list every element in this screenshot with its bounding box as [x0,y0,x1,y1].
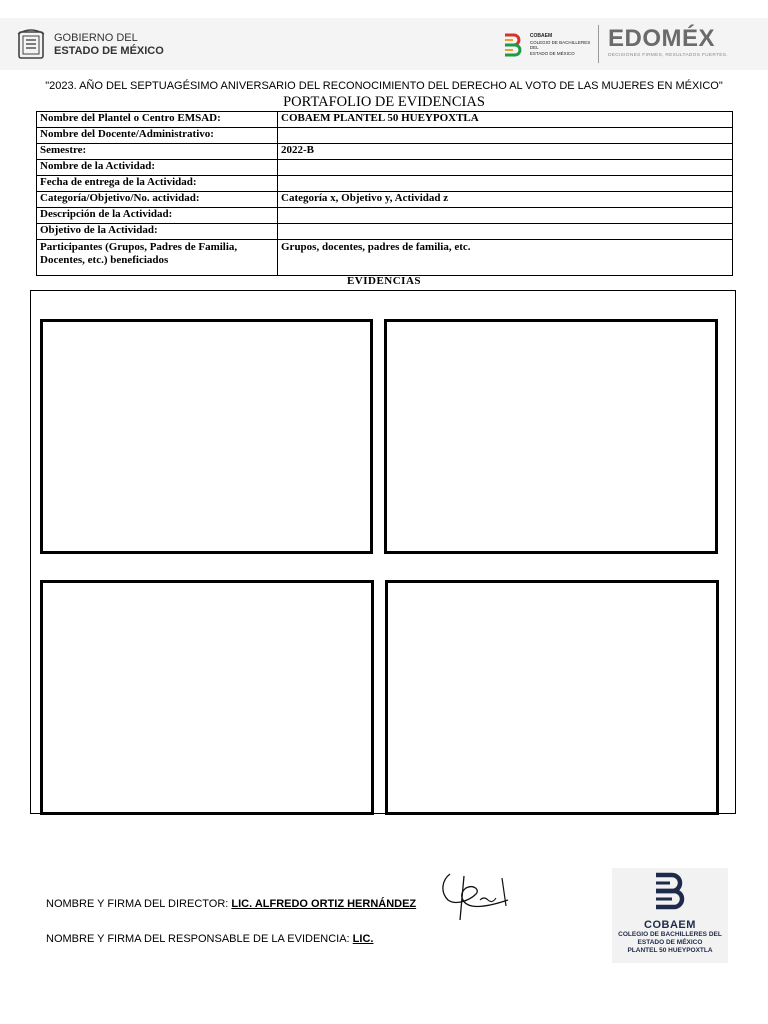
table-row [37,208,733,224]
gob-line2: ESTADO DE MÉXICO [54,45,164,57]
table-row [37,160,733,176]
cobaem-small-name: COBAEM [529,33,553,39]
director-name: LIC. ALFREDO ORTIZ HERNÁNDEZ [231,898,417,910]
table-row [37,224,733,240]
row-value [278,176,733,192]
row-value: COBAEM PLANTEL 50 HUEYPOXTLA [278,112,733,128]
row-label: Nombre de la Actividad: [37,160,278,176]
row-label: Objetivo de la Actividad: [37,224,278,240]
cobaem-small-sub1: COLEGIO DE BACHILLERES DEL [529,39,591,50]
evidence-box-1[interactable] [40,319,373,554]
table-row [37,128,733,144]
table-row [37,240,733,276]
director-label: NOMBRE Y FIRMA DEL DIRECTOR: [46,898,232,910]
row-label: Semestre: [37,144,278,160]
cobaem-line1: COLEGIO DE BACHILLERES DEL [618,931,722,938]
cobaem-b-icon [647,870,693,912]
edomex-logo [608,26,748,64]
table-row [37,176,733,192]
director-signature [436,870,516,925]
evidence-box-2[interactable] [384,319,718,554]
responsable-name: LIC. [352,933,374,945]
cobaem-line3: PLANTEL 50 HUEYPOXTLA [627,947,713,954]
year-motto: "2023. AÑO DEL SEPTUAGÉSIMO ANIVERSARIO DEL RECONOCIMIENTO DEL DERECHO AL VOTO DE LAS MUJERES EN MÉXICO" [45,80,723,92]
edomex-slogan: DECISIONES FIRMES, RESULTADOS FUERTES. [608,53,728,58]
edomex-word: EDOMÉX [608,25,716,52]
row-value: 2022-B [278,144,733,160]
row-label: Descripción de la Actividad: [37,208,278,224]
document-title: PORTAFOLIO DE EVIDENCIAS [283,94,485,110]
row-label: Fecha de entrega de la Actividad: [37,176,278,192]
row-label: Categoría/Objetivo/No. actividad: [37,192,278,208]
row-label: Nombre del Plantel o Centro EMSAD: [37,112,278,128]
state-seal-icon [16,28,46,62]
evidence-box-3[interactable] [40,580,374,815]
row-value: Categoría x, Objetivo y, Actividad z [278,192,733,208]
row-label: Nombre del Docente/Administrativo: [37,128,278,144]
table-row [37,144,733,160]
evidencias-title: EVIDENCIAS [346,275,422,287]
table-row [37,112,733,128]
row-value [278,160,733,176]
responsable-line [46,933,373,945]
table-row [37,192,733,208]
row-value [278,128,733,144]
responsable-label: NOMBRE Y FIRMA DEL RESPONSABLE DE LA EVIDENCIA: [46,933,353,945]
director-line [46,898,416,910]
gob-line1: GOBIERNO DEL [54,32,138,44]
gobierno-logo [16,24,206,66]
cobaem-small-sub2: ESTADO DE MÉXICO [529,50,575,56]
cobaem-header-logo [500,28,600,62]
header-divider [598,25,599,63]
cobaem-plantel-logo [612,868,728,963]
cobaem-b-icon [500,31,526,59]
evidence-box-4[interactable] [385,580,719,815]
row-value [278,208,733,224]
row-label: Participantes (Grupos, Padres de Familia, Docentes, etc.) beneficiados [37,240,278,276]
cobaem-line2: ESTADO DE MÉXICO [637,939,703,946]
info-table [36,111,733,276]
row-value [278,224,733,240]
cobaem-name: COBAEM [644,919,696,931]
row-value: Grupos, docentes, padres de familia, etc. [278,240,733,276]
